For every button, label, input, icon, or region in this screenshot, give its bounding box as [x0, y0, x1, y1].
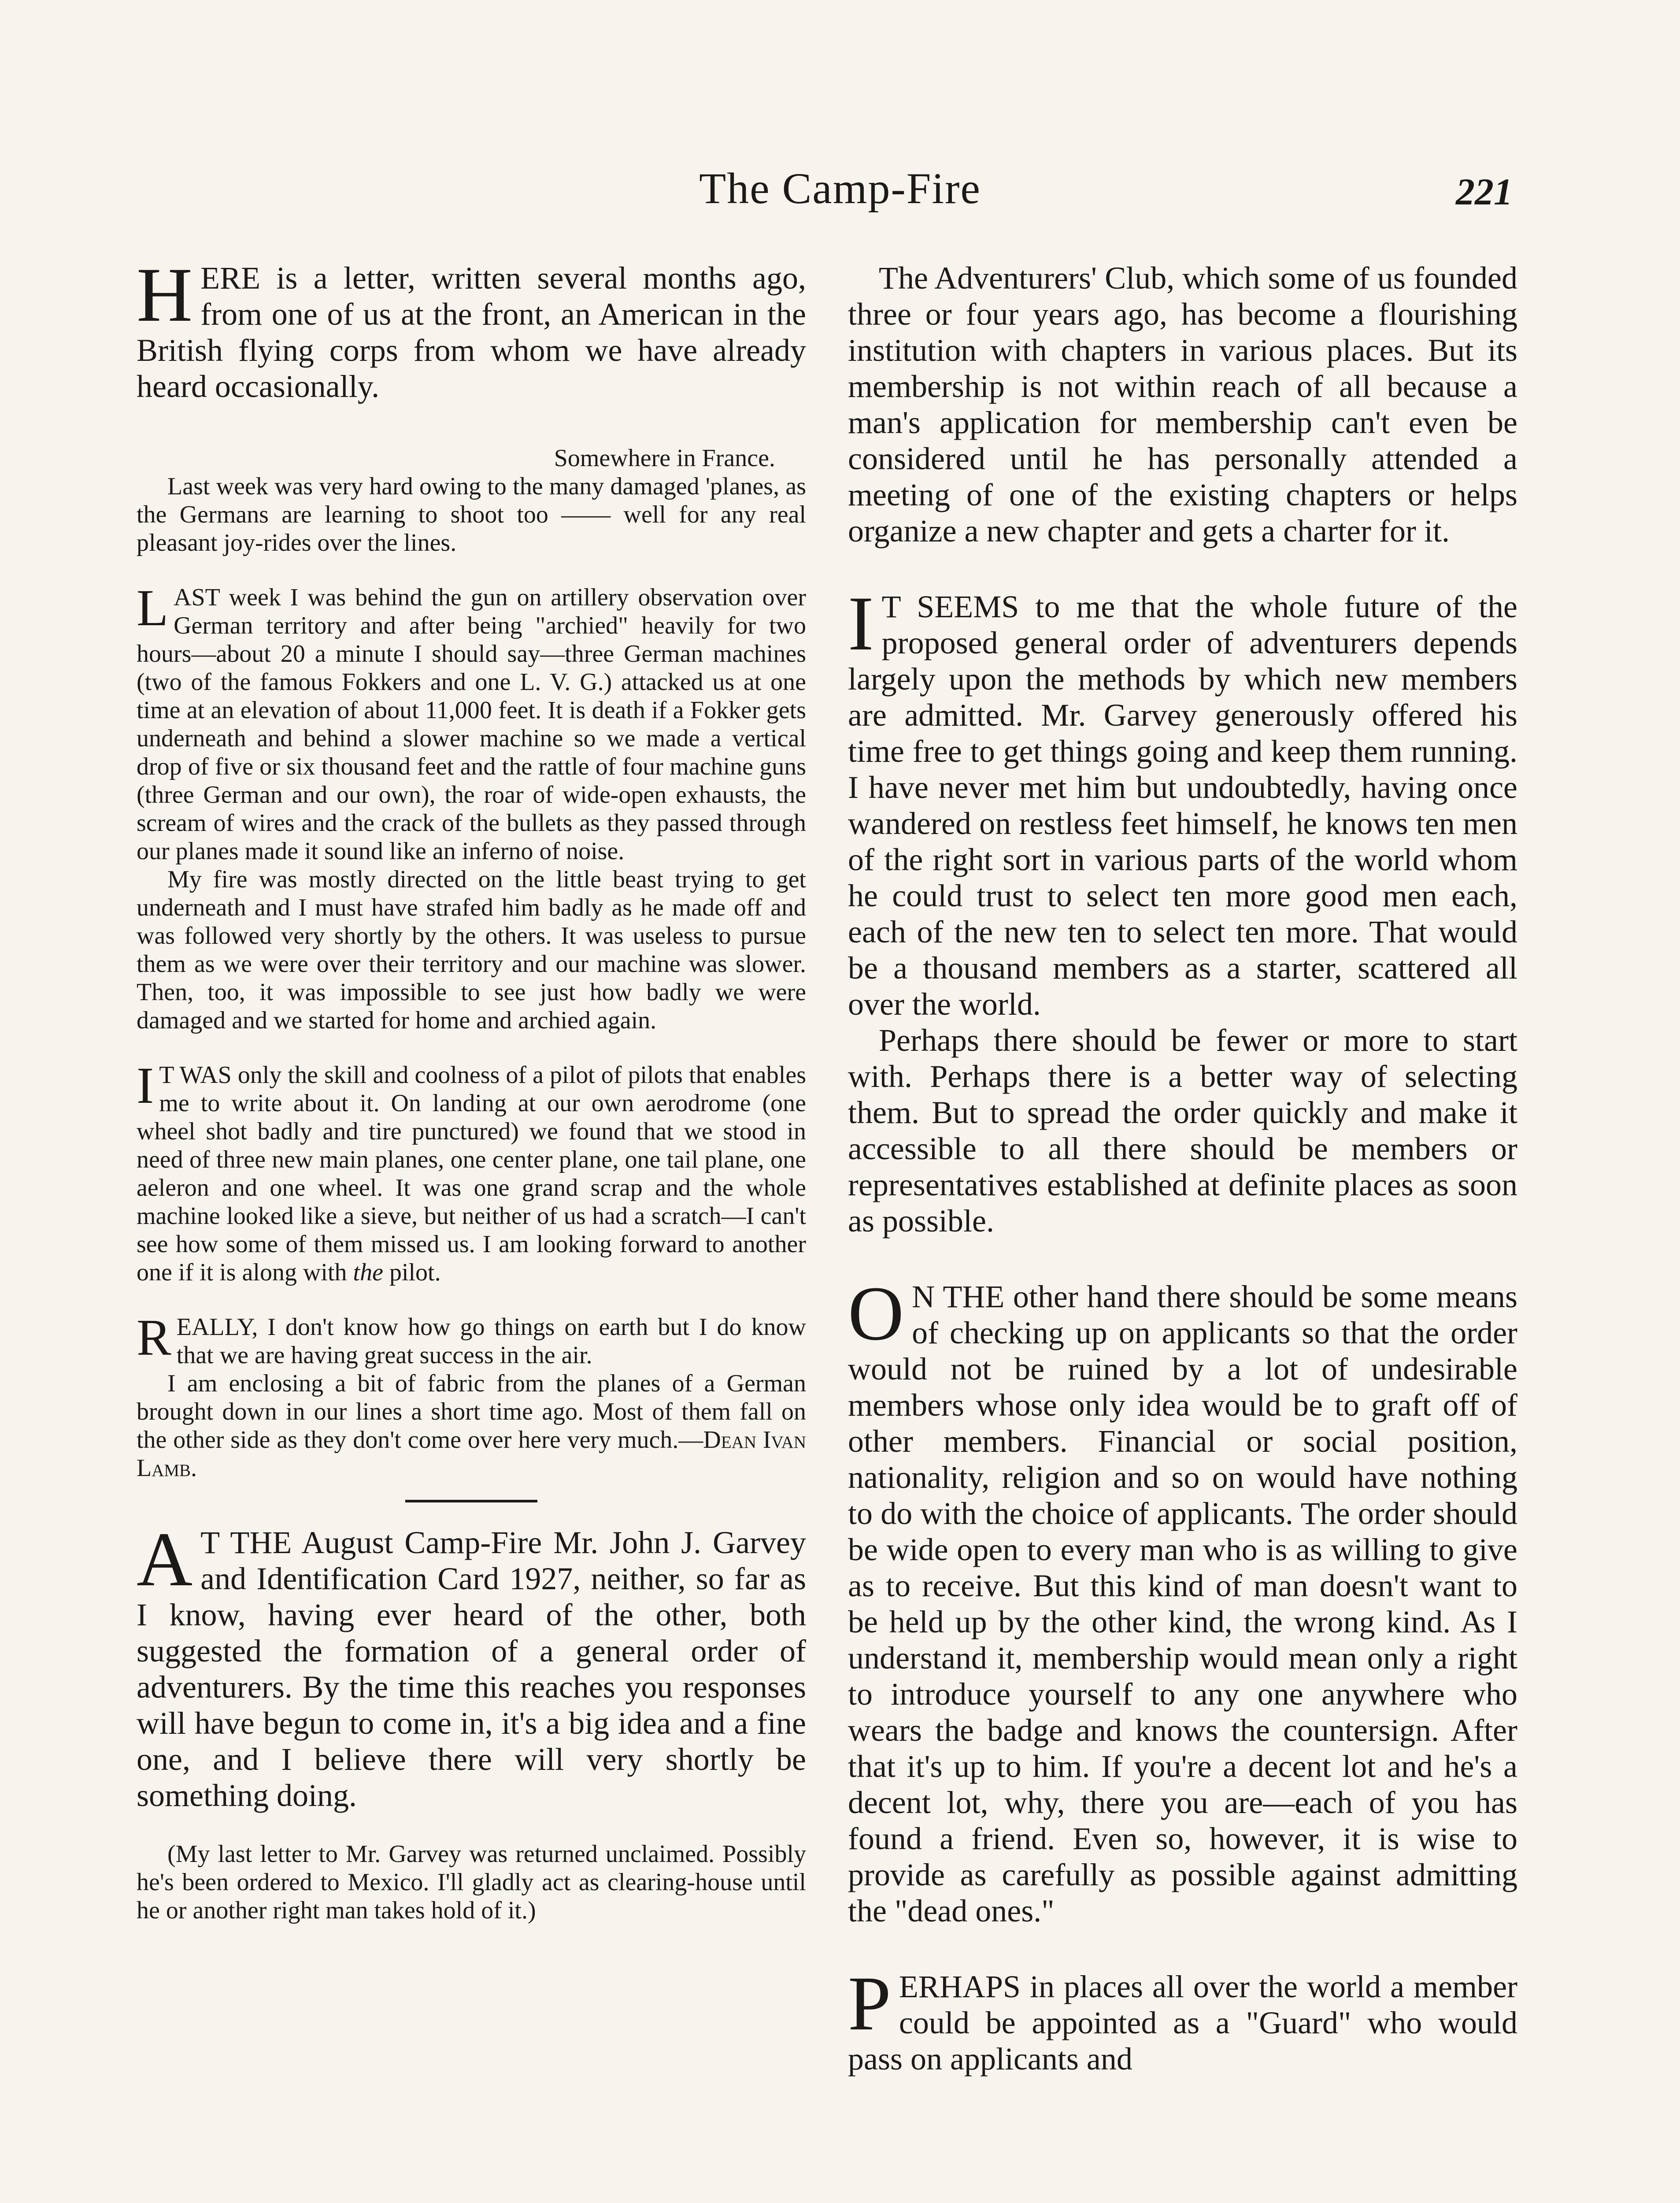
- letter-paragraph: [137, 579, 806, 865]
- paragraph-text: AST week I was behind the gun on artillery observation over German territory and after being "archied" heavily for two hours—about 20 a minute I should say—three German machines (two of the famous Fokkers and one L. V. G.) attacked us at one time at an elevation of about 11,000 feet. It is death if a Fokker gets underneath and behind a slower machine so we made a vertical drop of five or six thousand feet and the rattle of four machine guns (three German and our own), the roar of wide-open exhausts, the scream of wires and the crack of the bullets as they passed through our planes made it sound like an inferno of noise.: [137, 584, 806, 865]
- letter-paragraph: [137, 1369, 806, 1482]
- paragraph-text: N THE other hand there should be some means of checking up on applicants so that the order would not be ruined by a lot of undesirable members whose only idea would be to graft off of other members. Financial or social position, nationality, religion and so on would have nothing to do with the choice of applicants. The order should be wide open to every man who is as willing to give as to receive. But this kind of man doesn't want to be held up by the other kind, the wrong kind. As I understand it, membership would mean only a right to introduce yourself to any one anywhere who wears the badge and knows the countersign. After that it's up to him. If you're a decent lot and he's a decent lot, why, there you are—each of you has found a friend. Even so, however, it is wise to provide as carefully as possible against admitting the "dead ones.": [848, 1279, 1517, 1929]
- left-column: [137, 252, 806, 1925]
- emphasis-text: the: [353, 1259, 383, 1286]
- paragraph-text: ERE is a letter, written several months ago, from one of us at the front, an American in the British flying corps from whom we have already heard occasionally.: [137, 260, 806, 404]
- paragraph-text: ERHAPS in places all over the world a member could be appointed as a "Guard" who would pass on applicants and: [848, 1969, 1517, 2077]
- letter-paragraph: [137, 1309, 806, 1369]
- paragraph-text: T SEEMS to me that the whole future of the proposed general order of adventurers depends largely upon the methods by which new members are admitted. Mr. Garvey generously offered his time free to get things going and keep them running. I have never met him but undoubtedly, having once wandered on restless feet himself, he knows ten men of the right sort in various parts of the world whom he could trust to select ten more good men each, each of the new ten to select ten more. That would be a thousand members as a starter, scattered all over the world.: [848, 589, 1517, 1022]
- paragraph-guard: [848, 1961, 1517, 2077]
- drop-cap: L: [137, 579, 169, 637]
- letter-paragraph: Last week was very hard owing to the many damaged 'planes, as the Germans are learning to shoot too —— well for any real pleasant joy-rides over the lines.: [137, 473, 806, 556]
- drop-cap: I: [848, 581, 874, 667]
- drop-cap: I: [137, 1057, 154, 1114]
- drop-cap: H: [137, 252, 193, 338]
- paragraph-other-hand: [848, 1271, 1517, 1929]
- page-title: The Camp-Fire: [699, 164, 981, 213]
- paragraph-garvey: [137, 1517, 806, 1814]
- paragraph-intro: [137, 252, 806, 404]
- parenthetical-note: (My last letter to Mr. Garvey was returned unclaimed. Possibly he's been ordered to Mexico. I'll gladly act as clearing-house until he or another right man takes hold of it.): [137, 1840, 806, 1924]
- paragraph-text: T WAS only the skill and coolness of a pilot of pilots that enables me to write about it. On landing at our own aerodrome (one wheel shot badly and tire punctured) we found that we stood in need of three new main planes, one center plane, one tail plane, one aeleron and one wheel. It was one grand scrap and the whole machine looked like a sieve, but neither of us had a scratch—I can't see how some of them missed us. I am looking forward to another one if it is along with: [137, 1061, 806, 1286]
- letter-dateline: Somewhere in France.: [554, 445, 775, 472]
- letter-paragraph: My fire was mostly directed on the little beast trying to get underneath and I must have strafed him badly as he made off and was followed very shortly by the others. It was useless to pursue them as we were over their territory and our machine was slower. Then, too, it was impossible to see just how badly we were damaged and we started for home and archied again.: [137, 866, 806, 1034]
- right-column: [848, 260, 1517, 2077]
- drop-cap: R: [137, 1309, 171, 1366]
- letter-paragraph: [137, 1057, 806, 1287]
- paragraph-text: pilot.: [383, 1259, 441, 1286]
- paragraph-text: I am enclosing a bit of fabric from the planes of a German brought down in our lines a short time ago. Most of them fall on the other side as they don't come over here very much.—: [137, 1370, 806, 1454]
- paragraph-future: [848, 581, 1517, 1022]
- drop-cap: P: [848, 1961, 891, 2047]
- page-number: 221: [1456, 171, 1513, 213]
- drop-cap: O: [848, 1271, 904, 1357]
- letter-signature: Dean Ivan Lamb.: [137, 1426, 806, 1482]
- paragraph-text: T THE August Camp-Fire Mr. John J. Garvey and Identification Card 1927, neither, so far as I know, having ever heard of the other, both suggested the formation of a general order of adventurers. By the time this reaches you responses will have begun to come in, it's a big idea and a fine one, and I believe there will very shortly be something doing.: [137, 1525, 806, 1813]
- section-divider: [405, 1500, 537, 1502]
- paragraph-adventurers-club: The Adventurers' Club, which some of us founded three or four years ago, has become a flourishing institution with chapters in various places. But its membership is not within reach of all because a man's application for membership can't even be considered until he has personally attended a meeting of one of the existing chapters or helps organize a new chapter and gets a charter for it.: [848, 260, 1517, 549]
- paragraph-text: EALLY, I don't know how go things on earth but I do know that we are having great success in the air.: [176, 1313, 806, 1369]
- paragraph-perhaps: Perhaps there should be fewer or more to start with. Perhaps there is a better way of selecting them. But to spread the order quickly and make it accessible to all there should be members or representatives established at definite places as soon as possible.: [848, 1023, 1517, 1239]
- drop-cap: A: [137, 1517, 193, 1602]
